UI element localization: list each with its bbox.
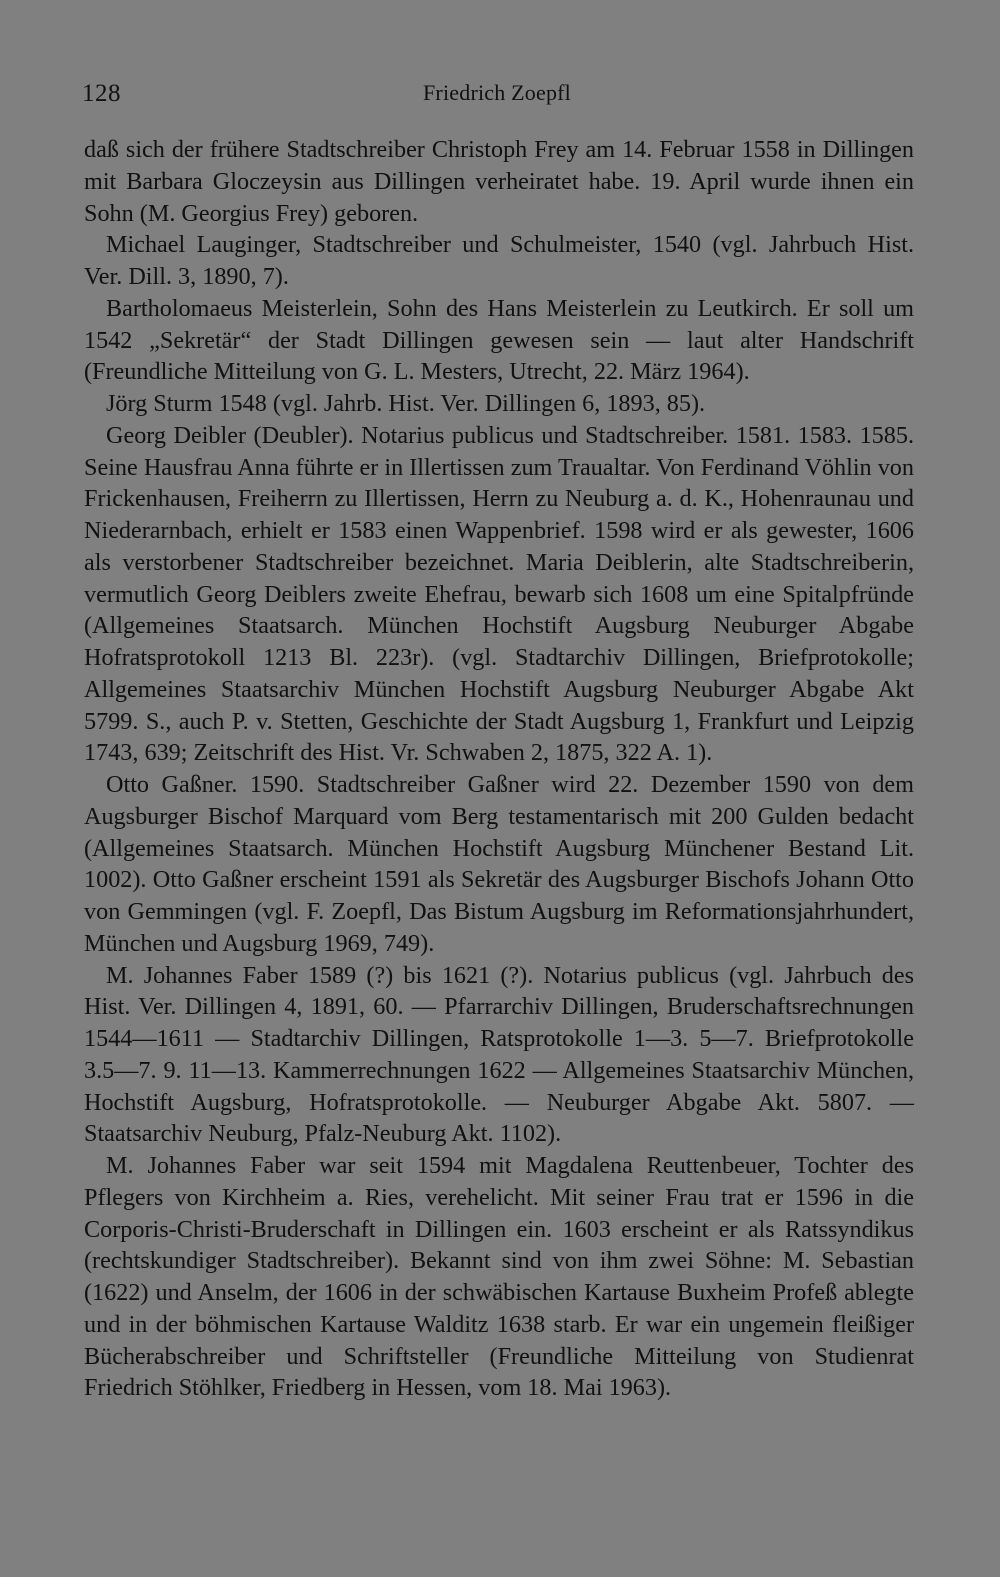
paragraph-faber-sources: M. Johannes Faber 1589 (?) bis 1621 (?). Notarius publicus (vgl. Jahrbuch des Hist. Ver. Dillingen 4, 1891, 60. — Pfarrarchiv Dillingen, Bruderschaftsrechnungen 1544—1611 — Stadtarchiv Dillingen, Ratsprotokolle 1—3. 5—7. Briefprotokolle 3.5—7. 9. 11—13. Kammerrechnungen 1622 — Allgemeines Staatsarchiv München, Hochstift Augsburg, Hofratsprotokolle. — Neuburger Abgabe Akt. 5807. — Staatsarchiv Neuburg, Pfalz-Neuburg Akt. 1102). (84, 961, 914, 1148)
paragraph-lauginger: Michael Lauginger, Stadtschreiber und Schulmeister, 1540 (vgl. Jahrbuch Hist. Ver. Dill. 3, 1890, 7). (84, 231, 914, 290)
paragraph-frey: daß sich der frühere Stadtschreiber Christoph Frey am 14. Februar 1558 in Dillingen mit Barbara Gloczeysin aus Dillingen verheiratet habe. 19. April wurde ihnen ein Sohn (M. Georgius Frey) geboren. (84, 136, 914, 227)
page-number: 128 (82, 80, 121, 107)
paragraph-meisterlein: Bartholomaeus Meisterlein, Sohn des Hans Meisterlein zu Leutkirch. Er soll um 1542 „Sekretär“ der Stadt Dillingen gewesen sein — laut alter Handschrift (Freundliche Mitteilung von G. L. Mesters, Utrecht, 22. März 1964). (84, 294, 914, 386)
paragraph-sturm: Jörg Sturm 1548 (vgl. Jahrb. Hist. Ver. Dillingen 6, 1893, 85). (106, 390, 706, 417)
running-head: Friedrich Zoepfl (423, 80, 571, 105)
paragraph-faber-biography: M. Johannes Faber war seit 1594 mit Magdalena Reuttenbeuer, Tochter des Pflegers von Kirchheim a. Ries, verehelicht. Mit seiner Frau trat er 1596 in die Corporis-Christi-Bruderschaft in Dillingen ein. 1603 erscheint er als Ratssyndikus (rechtskundiger Stadtschreiber). Bekannt sind von ihm zwei Söhne: M. Sebastian (1622) und Anselm, der 1606 in der schwäbischen Kartause Buxheim Profeß ablegte und in der böhmischen Kartause Walditz 1638 starb. Er war ein ungemein fleißiger Bücherabschreiber und Schriftsteller (Freundliche Mitteilung von Studienrat Friedrich Stöhlker, Friedberg in Hessen, vom 18. Mai 1963). (84, 1152, 914, 1402)
paragraph-gassner: Otto Gaßner. 1590. Stadtschreiber Gaßner wird 22. Dezember 1590 von dem Augsburger Bischof Marquard vom Berg testamentarisch mit 200 Gulden bedacht (Allgemeines Staatsarch. München Hochstift Augsburg Münchener Bestand Lit. 1002). Otto Gaßner erscheint 1591 als Sekretär des Augsburger Bischofs Johann Otto von Gemmingen (vgl. F. Zoepfl, Das Bistum Augsburg im Reformationsjahrhundert, München und Augsburg 1969, 749). (84, 771, 914, 957)
paragraph-deibler: Georg Deibler (Deubler). Notarius publicus und Stadtschreiber. 1581. 1583. 1585. Seine Hausfrau Anna führte er in Illertissen zum Traualtar. Von Ferdinand Vöhlin von Frickenhausen, Freiherrn zu Illertissen, Herrn zu Neuburg a. d. K., Hohenraunau und Niederarnbach, erhielt er 1583 einen Wappenbrief. 1598 wird er als gewester, 1606 als verstorbener Stadtschreiber bezeichnet. Maria Deiblerin, alte Stadtschreiberin, vermutlich Georg Deiblers zweite Ehefrau, bewarb sich 1608 um eine Spitalpfründe (Allgemeines Staatsarch. München Hochstift Augsburg Neuburger Abgabe Hofratsprotokoll 1213 Bl. 223r). (vgl. Stadtarchiv Dillingen, Briefprotokolle; Allgemeines Staatsarchiv München Hochstift Augsburg Neuburger Abgabe Akt 5799. S., auch P. v. Stetten, Geschichte der Stadt Augsburg 1, Frankfurt und Leipzig 1743, 639; Zeitschrift des Hist. Vr. Schwaben 2, 1875, 322 A. 1). (84, 421, 914, 767)
page-header (82, 80, 912, 114)
body-text (84, 134, 914, 1404)
